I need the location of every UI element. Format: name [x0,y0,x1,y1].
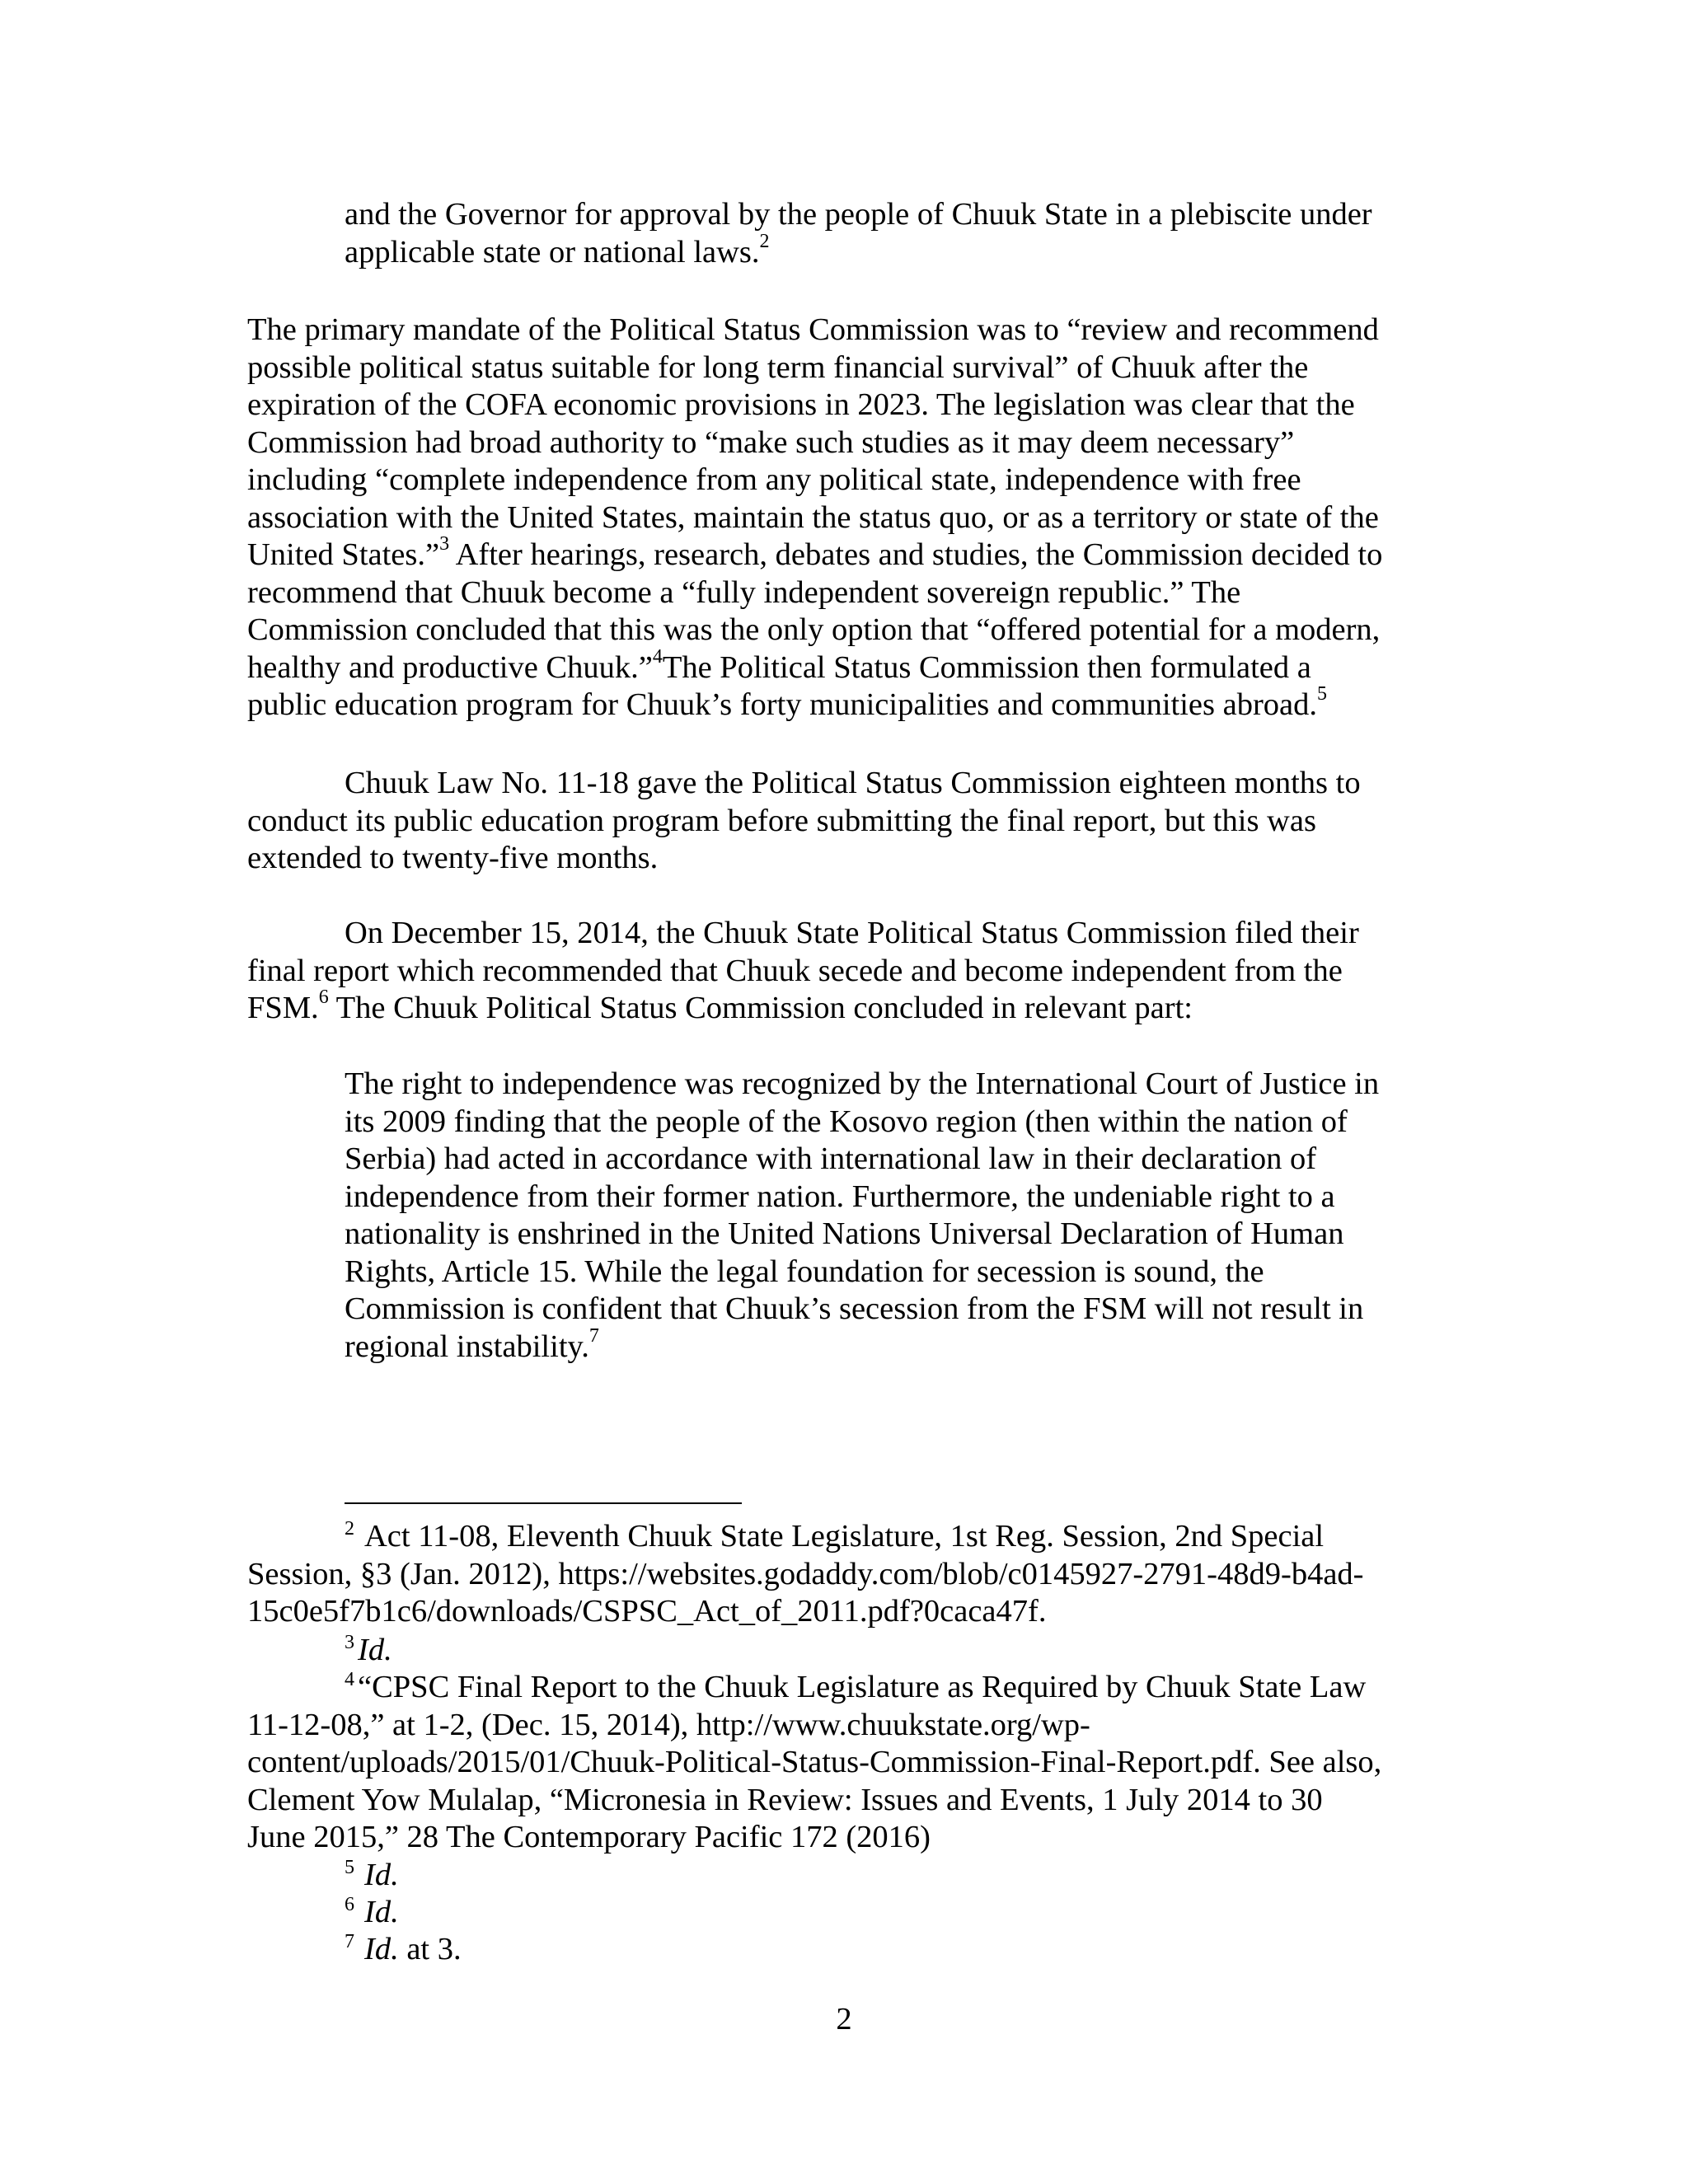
text-span: United States.” [247,537,440,572]
text-span: applicable state or national laws. [345,234,760,269]
paragraph-chuuk-law [247,765,1361,878]
text-line: expiration of the COFA economic provisions in 2023. The legislation was clear that the [247,387,1355,422]
text-span: The Chuuk Political Status Commission concluded in relevant part: [328,991,1193,1025]
footnote-3 [345,1632,392,1674]
text-line: Chuuk Law No. 11-18 gave the Political Status Commission eighteen months to [345,766,1361,800]
text-span: regional instability. [345,1329,589,1364]
footnote-2 [247,1518,1363,1631]
text-line: association with the United States, maintain the status quo, or as a territory or state of the [247,499,1379,535]
footnote-separator [345,1502,742,1504]
text-line: Commission concluded that this was the only option that “offered potential for a modern, [247,612,1381,647]
text-line: recommend that Chuuk become a “fully independent sovereign republic.” The [247,574,1241,610]
footnote-mark: 2 [345,1518,354,1540]
footnote-mark: 3 [345,1632,354,1653]
footnote-mark: 7 [345,1931,354,1952]
text-span: healthy and productive Chuuk.” [247,649,653,685]
quote-continuation [345,196,1372,271]
text-line: Session, §3 (Jan. 2012), https://websites.godaddy.com/blob/c0145927-2791-48d9-b4ad- [247,1556,1364,1591]
text-line: Clement Yow Mulalap, “Micronesia in Review: Issues and Events, 1 July 2014 to 30 [247,1782,1323,1817]
footnote-ref: 7 [588,1324,599,1347]
text-line [247,533,1383,574]
text-line: including “complete independence from any political state, independence with free [247,462,1301,497]
footnote-id: Id. [364,1895,399,1929]
text-span: at 3. [398,1932,462,1966]
footnote-ref: 4 [652,645,663,668]
text-line: Serbia) had acted in accordance with international law in their declaration of [345,1141,1317,1176]
text-span: public education program for Chuuk’s forty municipalities and communities abroad. [247,687,1318,722]
text-line: On December 15, 2014, the Chuuk State Political Status Commission filed their [345,916,1359,950]
text-line [247,683,1382,724]
text-span: “CPSC Final Report to the Chuuk Legislature as Required by Chuuk State Law [358,1670,1367,1704]
text-span: After hearings, research, debates and studies, the Commission decided to [449,537,1383,572]
footnote-mark: 4 [345,1669,354,1690]
paragraph-political-status-mandate [247,312,1382,724]
footnote-5 [345,1857,399,1899]
footnote-id: Id. [364,1932,399,1966]
footnote-mark: 6 [345,1894,354,1915]
page-number: 2 [836,2002,852,2036]
text-line: nationality is enshrined in the United Nations Universal Declaration of Human [345,1216,1344,1251]
footnote-ref: 6 [318,987,329,1009]
text-line: content/uploads/2015/01/Chuuk-Political-Status-Commission-Final-Report.pdf. See also, [247,1745,1382,1779]
text-line [247,1518,1363,1556]
text-line: possible political status suitable for long term financial survival” of Chuuk after the [247,349,1309,385]
footnote-ref: 3 [439,533,450,555]
text-line: June 2015,” 28 The Contemporary Pacific 172 (2016) [247,1820,931,1854]
text-line: The primary mandate of the Political Status Commission was to “review and recommend [247,312,1379,347]
text-line [247,1669,1381,1707]
footnote-ref: 5 [1317,683,1328,705]
text-line: conduct its public education program before submitting the final report, but this was [247,803,1316,838]
footnote-id: Id. [364,1858,399,1892]
footnote-ref: 2 [759,230,770,252]
text-line: Commission is confident that Chuuk’s secession from the FSM will not result in [345,1291,1364,1326]
text-line: final report which recommended that Chuuk secede and become independent from the [247,953,1343,988]
text-line: 15c0e5f7b1c6/downloads/CSPSC_Act_of_2011.pdf?0caca47f. [247,1594,1047,1629]
text-line: its 2009 finding that the people of the Kosovo region (then within the nation of [345,1104,1348,1139]
text-line: extended to twenty-five months. [247,841,659,875]
paragraph-final-report [247,915,1359,1028]
text-line [247,987,1359,1028]
footnote-7 [345,1931,462,1973]
text-line [345,230,1372,272]
text-span: FSM. [247,991,319,1025]
block-quote [345,1066,1379,1366]
text-span: Act 11-08, Eleventh Chuuk State Legislature, 1st Reg. Session, 2nd Special [364,1519,1325,1554]
text-line: Commission had broad authority to “make such studies as it may deem necessary” [247,424,1295,460]
text-line [247,645,1382,687]
footnote-id: Id. [358,1633,392,1667]
text-line: and the Governor for approval by the people of Chuuk State in a plebiscite under [345,197,1372,232]
footnote-mark: 5 [345,1857,354,1878]
text-line: Rights, Article 15. While the legal foundation for secession is sound, the [345,1254,1264,1289]
text-line [345,1324,1379,1366]
text-line: independence from their former nation. Furthermore, the undeniable right to a [345,1179,1335,1214]
text-span: The Political Status Commission then formulated a [662,649,1311,685]
text-line: The right to independence was recognized by the International Court of Justice in [345,1066,1380,1101]
footnote-4 [247,1669,1381,1857]
text-line: 11-12-08,” at 1-2, (Dec. 15, 2014), http://www.chuukstate.org/wp- [247,1707,1090,1742]
footnote-6 [345,1894,399,1936]
